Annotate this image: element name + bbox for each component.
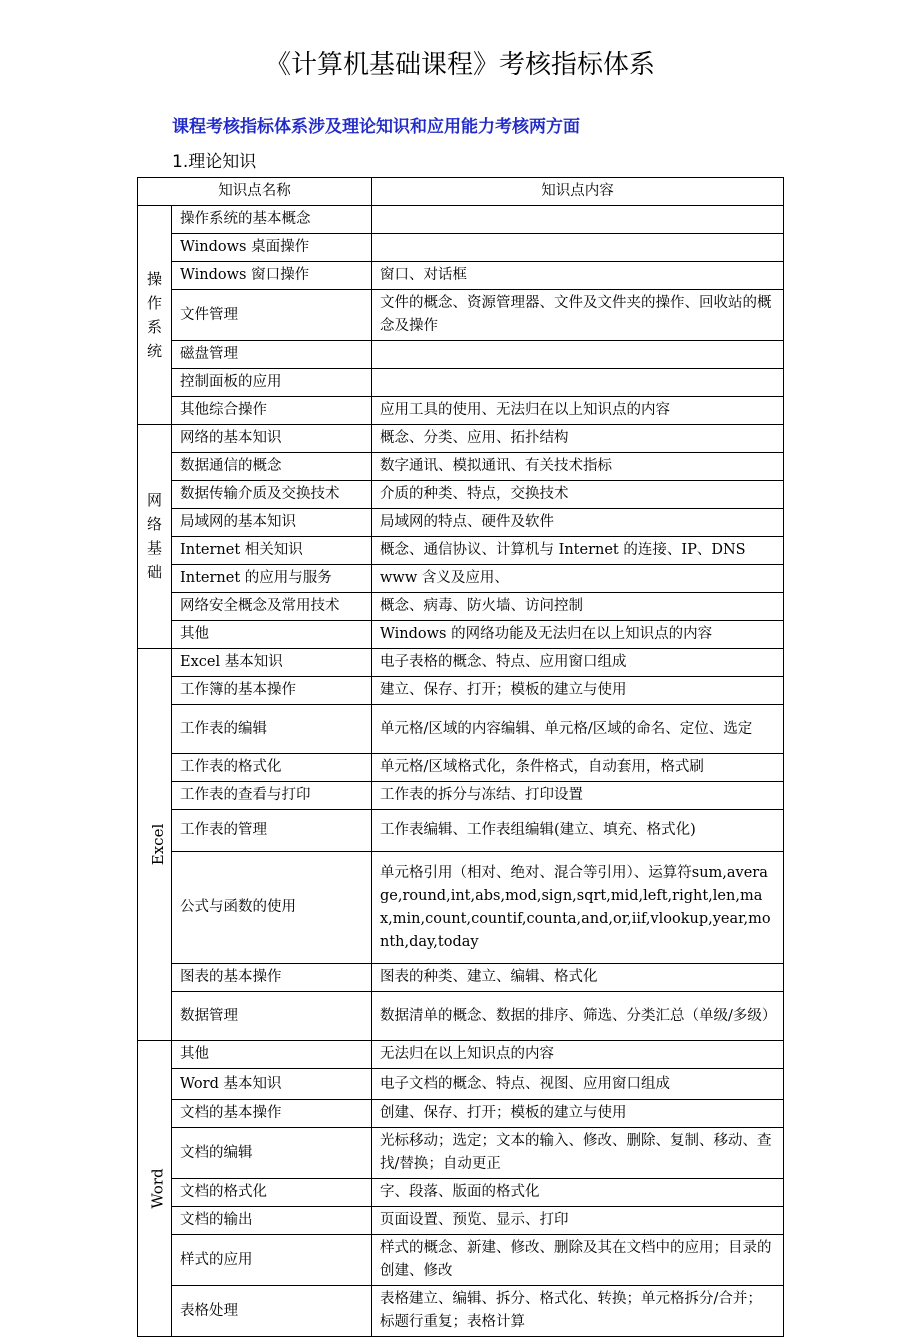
table-row [138,810,784,852]
table-row [138,234,784,262]
point-content-cell: 应用工具的使用、无法归在以上知识点的内容 [372,397,784,425]
table-row [138,754,784,782]
point-content-cell: 光标移动；选定；文本的输入、修改、删除、复制、移动、查找/替换；自动更正 [372,1128,784,1179]
point-content-cell [372,341,784,369]
table-row [138,782,784,810]
table-row [138,1069,784,1100]
point-name-cell: Excel 基本知识 [172,649,372,677]
table-row [138,1235,784,1286]
point-content-cell: 单元格/区域格式化，条件格式，自动套用，格式刷 [372,754,784,782]
point-content-cell: 文件的概念、资源管理器、文件及文件夹的操作、回收站的概念及操作 [372,290,784,341]
point-name-cell: 文档的格式化 [172,1179,372,1207]
point-name-cell: 数据传输介质及交换技术 [172,481,372,509]
point-content-cell: 工作表编辑、工作表组编辑(建立、填充、格式化) [372,810,784,852]
table-header-row [138,178,784,206]
header-point-name: 知识点名称 [138,178,372,206]
category-cell [138,206,172,425]
table-row [138,425,784,453]
point-name-cell: 文档的基本操作 [172,1100,372,1128]
point-content-cell: 样式的概念、新建、修改、删除及其在文档中的应用；目录的创建、修改 [372,1235,784,1286]
point-content-cell: Windows 的网络功能及无法归在以上知识点的内容 [372,621,784,649]
table-row [138,593,784,621]
point-name-cell: 网络安全概念及常用技术 [172,593,372,621]
table-row [138,341,784,369]
knowledge-table [137,177,784,1337]
table-row [138,565,784,593]
page-title: 《计算机基础课程》考核指标体系 [264,50,655,80]
table-row [138,1179,784,1207]
point-content-cell [372,206,784,234]
point-name-cell: 图表的基本操作 [172,964,372,992]
category-cell [138,1041,172,1337]
table-row [138,290,784,341]
point-name-cell: 工作表的查看与打印 [172,782,372,810]
point-name-cell: 文档的编辑 [172,1128,372,1179]
table-row [138,677,784,705]
point-name-cell: Word 基本知识 [172,1069,372,1100]
header-point-content: 知识点内容 [372,178,784,206]
category-cell [138,425,172,649]
category-cell [138,649,172,1041]
point-content-cell: 页面设置、预览、显示、打印 [372,1207,784,1235]
point-name-cell: Internet 相关知识 [172,537,372,565]
table-row [138,537,784,565]
point-name-cell: 磁盘管理 [172,341,372,369]
point-name-cell: 文件管理 [172,290,372,341]
category-label: 网络基础 [146,491,162,581]
point-name-cell: 工作表的编辑 [172,705,372,754]
point-name-cell: 文档的输出 [172,1207,372,1235]
point-content-cell [372,369,784,397]
table-row [138,1207,784,1235]
table-row [138,621,784,649]
point-name-cell: 局域网的基本知识 [172,509,372,537]
point-name-cell: 其他综合操作 [172,397,372,425]
category-label: 操作系统 [146,269,162,360]
category-label: Excel [149,823,168,865]
point-content-cell: 电子文档的概念、特点、视图、应用窗口组成 [372,1069,784,1100]
table-row [138,397,784,425]
point-content-cell: 窗口、对话框 [372,262,784,290]
point-content-cell: 图表的种类、建立、编辑、格式化 [372,964,784,992]
point-content-cell: 电子表格的概念、特点、应用窗口组成 [372,649,784,677]
point-content-cell: 概念、分类、应用、拓扑结构 [372,425,784,453]
point-name-cell: 其他 [172,1041,372,1069]
table-body [138,206,784,1337]
point-name-cell: 操作系统的基本概念 [172,206,372,234]
point-content-cell: www 含义及应用、 [372,565,784,593]
point-name-cell: Windows 窗口操作 [172,262,372,290]
point-name-cell: Internet 的应用与服务 [172,565,372,593]
point-name-cell: 工作表的格式化 [172,754,372,782]
point-name-cell: 工作表的管理 [172,810,372,852]
point-name-cell: 网络的基本知识 [172,425,372,453]
table-row [138,481,784,509]
point-content-cell: 局域网的特点、硬件及软件 [372,509,784,537]
point-content-cell: 概念、通信协议、计算机与 Internet 的连接、IP、DNS [372,537,784,565]
table-row [138,509,784,537]
point-content-cell: 表格建立、编辑、拆分、格式化、转换；单元格拆分/合并；标题行重复；表格计算 [372,1286,784,1337]
point-name-cell: 样式的应用 [172,1235,372,1286]
point-name-cell: 数据通信的概念 [172,453,372,481]
table-row [138,705,784,754]
table-row [138,852,784,964]
point-name-cell: 数据管理 [172,992,372,1041]
point-content-cell: 工作表的拆分与冻结、打印设置 [372,782,784,810]
point-name-cell: 公式与函数的使用 [172,852,372,964]
point-name-cell: 控制面板的应用 [172,369,372,397]
point-content-cell: 数据清单的概念、数据的排序、筛选、分类汇总（单级/多级） [372,992,784,1041]
table-row [138,262,784,290]
point-name-cell: 其他 [172,621,372,649]
point-name-cell: 工作簿的基本操作 [172,677,372,705]
point-name-cell: 表格处理 [172,1286,372,1337]
table-row [138,964,784,992]
table-row [138,1128,784,1179]
point-content-cell: 数字通讯、模拟通讯、有关技术指标 [372,453,784,481]
point-content-cell: 字、段落、版面的格式化 [372,1179,784,1207]
table-row [138,992,784,1041]
point-content-cell: 概念、病毒、防火墙、访问控制 [372,593,784,621]
point-content-cell: 单元格/区域的内容编辑、单元格/区域的命名、定位、选定 [372,705,784,754]
point-content-cell: 无法归在以上知识点的内容 [372,1041,784,1069]
table-row [138,369,784,397]
point-content-cell: 建立、保存、打开；模板的建立与使用 [372,677,784,705]
table-row [138,453,784,481]
subtitle: 课程考核指标体系涉及理论知识和应用能力考核两方面 [172,117,580,137]
table-row [138,1100,784,1128]
table-row [138,1041,784,1069]
table-row [138,206,784,234]
section-heading: 1.理论知识 [172,152,257,172]
point-content-cell: 创建、保存、打开；模板的建立与使用 [372,1100,784,1128]
category-label: Word [148,1167,167,1209]
table-row [138,649,784,677]
point-name-cell: Windows 桌面操作 [172,234,372,262]
point-content-cell: 介质的种类、特点，交换技术 [372,481,784,509]
point-content-cell [372,234,784,262]
table-row [138,1286,784,1337]
point-content-cell: 单元格引用（相对、绝对、混合等引用）、运算符sum,average,round,int,abs,mod,sign,sqrt,mid,left,right,len,max,min,count,countif,counta,and,or,iif,vlookup,year,month,day,today [372,852,784,964]
